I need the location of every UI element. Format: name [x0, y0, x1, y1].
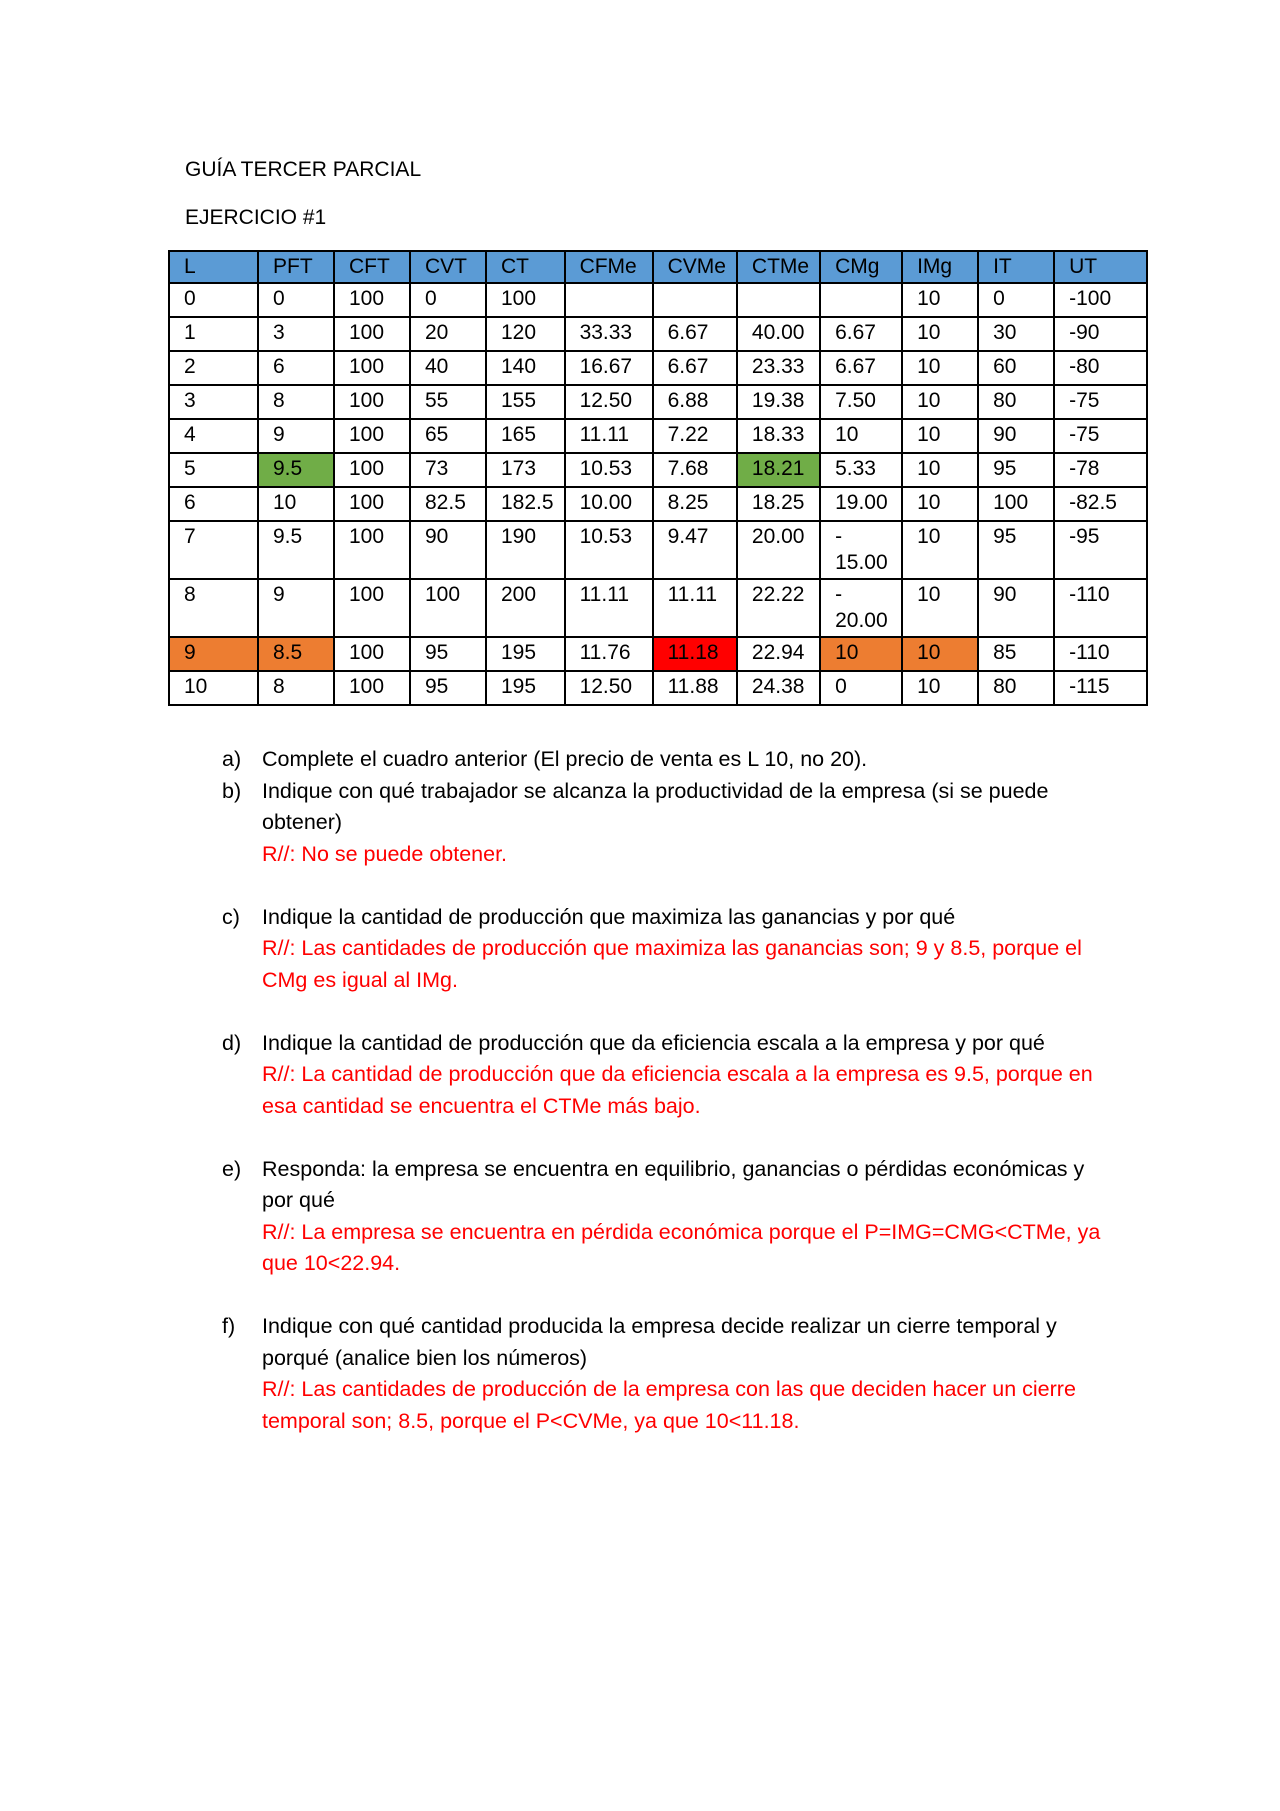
- cell-img: 10: [902, 351, 978, 385]
- cell-cvme: 11.11: [653, 579, 737, 637]
- cell-ct: 195: [486, 671, 565, 705]
- cell-pft: 3: [258, 317, 334, 351]
- cell-cft: 100: [334, 317, 410, 351]
- cell-img: 10: [902, 579, 978, 637]
- cell-pft: 9: [258, 579, 334, 637]
- cell-ct: 155: [486, 385, 565, 419]
- cell-ut: -115: [1054, 671, 1147, 705]
- cell-it: 90: [978, 419, 1054, 453]
- cell-pft: 8.5: [258, 637, 334, 671]
- header-ctme: CTMe: [737, 251, 820, 283]
- cell-ut: -75: [1054, 385, 1147, 419]
- cell-l: 3: [169, 385, 258, 419]
- cell-cvt: 20: [410, 317, 486, 351]
- cell-l: 9: [169, 637, 258, 671]
- cell-cfme: 16.67: [565, 351, 653, 385]
- cell-ctme: 24.38: [737, 671, 820, 705]
- cell-ut: -110: [1054, 579, 1147, 637]
- cell-cvt: 95: [410, 671, 486, 705]
- cell-img: 10: [902, 419, 978, 453]
- cell-img: 10: [902, 385, 978, 419]
- answer-text: R//: Las cantidades de producción de la empresa con las que deciden hacer un cierre temporal son; 8.5, porque el P<CVMe, ya que 10<11.18.: [262, 1377, 1076, 1433]
- cell-cfme: 11.76: [565, 637, 653, 671]
- cell-cvme: 11.18: [653, 637, 737, 671]
- cell-ct: 182.5: [486, 487, 565, 521]
- cell-ct: 190: [486, 521, 565, 579]
- cell-cvt: 90: [410, 521, 486, 579]
- table-row: [169, 351, 1147, 385]
- question-c: [222, 902, 1107, 997]
- cell-cmg: 7.50: [820, 385, 902, 419]
- cell-ut: -110: [1054, 637, 1147, 671]
- cell-it: 95: [978, 521, 1054, 579]
- cell-cfme: 11.11: [565, 579, 653, 637]
- cell-cfme: 12.50: [565, 385, 653, 419]
- cell-cfme: 10.53: [565, 521, 653, 579]
- cell-img: 10: [902, 637, 978, 671]
- header-cmg: CMg: [820, 251, 902, 283]
- cell-img: 10: [902, 317, 978, 351]
- question-letter: a): [222, 747, 242, 771]
- cell-cvme: 6.88: [653, 385, 737, 419]
- cell-ctme: 23.33: [737, 351, 820, 385]
- cell-ct: 200: [486, 579, 565, 637]
- cell-ctme: 18.21: [737, 453, 820, 487]
- cell-ctme: 18.33: [737, 419, 820, 453]
- cell-cft: 100: [334, 637, 410, 671]
- cell-it: 30: [978, 317, 1054, 351]
- cell-ut: -75: [1054, 419, 1147, 453]
- cell-ut: -80: [1054, 351, 1147, 385]
- cell-ut: -95: [1054, 521, 1147, 579]
- cell-cmg: 10: [820, 637, 902, 671]
- table-row: [169, 453, 1147, 487]
- cell-cft: 100: [334, 385, 410, 419]
- question-d: [222, 1028, 1107, 1123]
- cell-it: 60: [978, 351, 1054, 385]
- cell-pft: 10: [258, 487, 334, 521]
- cell-ctme: 22.94: [737, 637, 820, 671]
- cell-pft: 9: [258, 419, 334, 453]
- question-text: Indique la cantidad de producción que maximiza las ganancias y por qué: [262, 904, 956, 929]
- cell-cmg: 10: [820, 419, 902, 453]
- cell-l: 8: [169, 579, 258, 637]
- cell-ct: 195: [486, 637, 565, 671]
- table-body: [169, 283, 1147, 705]
- cell-ctme: 18.25: [737, 487, 820, 521]
- header-cvt: CVT: [410, 251, 486, 283]
- cell-cvt: 0: [410, 283, 486, 317]
- answer-text: R//: Las cantidades de producción que maximiza las ganancias son; 9 y 8.5, porque el CMg es igual al IMg.: [262, 936, 1082, 992]
- header-it: IT: [978, 251, 1054, 283]
- question-letter: d): [222, 1030, 242, 1055]
- header-cfme: CFMe: [565, 251, 653, 283]
- table-row: [169, 637, 1147, 671]
- question-text: Indique la cantidad de producción que da eficiencia escala a la empresa y por qué: [262, 1030, 1045, 1055]
- cell-ctme: 40.00: [737, 317, 820, 351]
- cell-img: 10: [902, 521, 978, 579]
- cell-l: 4: [169, 419, 258, 453]
- cell-ctme: [737, 283, 820, 317]
- cell-it: 100: [978, 487, 1054, 521]
- question-letter: e): [222, 1156, 242, 1181]
- cell-img: 10: [902, 283, 978, 317]
- cell-ut: -82.5: [1054, 487, 1147, 521]
- header-cvme: CVMe: [653, 251, 737, 283]
- cell-ctme: 20.00: [737, 521, 820, 579]
- cell-l: 6: [169, 487, 258, 521]
- cell-cfme: 10.53: [565, 453, 653, 487]
- cell-cfme: 11.11: [565, 419, 653, 453]
- cell-pft: 6: [258, 351, 334, 385]
- cell-l: 0: [169, 283, 258, 317]
- cell-it: 95: [978, 453, 1054, 487]
- cell-ct: 100: [486, 283, 565, 317]
- question-b: [222, 776, 1107, 871]
- cell-cmg: - 15.00: [820, 521, 902, 579]
- question-letter: f): [222, 1314, 236, 1338]
- answer-text: R//: No se puede obtener.: [262, 841, 508, 866]
- cell-pft: 0: [258, 283, 334, 317]
- cell-l: 10: [169, 671, 258, 705]
- table-row: [169, 283, 1147, 317]
- cell-cvme: 7.22: [653, 419, 737, 453]
- cell-cfme: 33.33: [565, 317, 653, 351]
- cell-ct: 120: [486, 317, 565, 351]
- cell-cmg: - 20.00: [820, 579, 902, 637]
- question-text: Complete el cuadro anterior (El precio de venta es L 10, no 20).: [262, 747, 868, 771]
- header-l: L: [169, 251, 258, 283]
- cell-cmg: [820, 283, 902, 317]
- table-row: [169, 419, 1147, 453]
- cell-pft: 9.5: [258, 453, 334, 487]
- table-row: [169, 317, 1147, 351]
- table-row: [169, 579, 1147, 637]
- cell-pft: 9.5: [258, 521, 334, 579]
- cell-ut: -90: [1054, 317, 1147, 351]
- cell-cvt: 100: [410, 579, 486, 637]
- question-letter: b): [222, 778, 242, 803]
- cell-l: 1: [169, 317, 258, 351]
- cell-ut: -100: [1054, 283, 1147, 317]
- cell-cvt: 73: [410, 453, 486, 487]
- cell-pft: 8: [258, 385, 334, 419]
- cell-ct: 173: [486, 453, 565, 487]
- cell-cft: 100: [334, 579, 410, 637]
- cell-cvme: 6.67: [653, 317, 737, 351]
- exercise-title: EJERCICIO #1: [185, 206, 327, 229]
- cell-cmg: 19.00: [820, 487, 902, 521]
- cell-ut: -78: [1054, 453, 1147, 487]
- cell-cft: 100: [334, 453, 410, 487]
- cell-cvme: 11.88: [653, 671, 737, 705]
- question-list: [222, 744, 1107, 1469]
- cell-cvt: 65: [410, 419, 486, 453]
- cell-cft: 100: [334, 671, 410, 705]
- table-row: [169, 521, 1147, 579]
- cell-cfme: 12.50: [565, 671, 653, 705]
- answer-text: R//: La empresa se encuentra en pérdida económica porque el P=IMG=CMG<CTMe, ya que 10<22.94.: [262, 1219, 1101, 1275]
- cell-it: 80: [978, 385, 1054, 419]
- cell-img: 10: [902, 671, 978, 705]
- cell-cft: 100: [334, 283, 410, 317]
- cell-ctme: 22.22: [737, 579, 820, 637]
- cell-cvt: 55: [410, 385, 486, 419]
- cell-cmg: 5.33: [820, 453, 902, 487]
- cell-pft: 8: [258, 671, 334, 705]
- question-text: Indique con qué cantidad producida la empresa decide realizar un cierre temporal y porqué (analice bien los números): [262, 1314, 1057, 1370]
- cell-ct: 165: [486, 419, 565, 453]
- question-letter: c): [222, 904, 240, 929]
- question-a: [222, 744, 1107, 776]
- cell-cvme: 6.67: [653, 351, 737, 385]
- cell-cvt: 82.5: [410, 487, 486, 521]
- cell-cft: 100: [334, 487, 410, 521]
- cell-l: 7: [169, 521, 258, 579]
- cell-cvme: [653, 283, 737, 317]
- cell-cmg: 6.67: [820, 317, 902, 351]
- table-row: [169, 671, 1147, 705]
- cell-cft: 100: [334, 521, 410, 579]
- cell-l: 2: [169, 351, 258, 385]
- cell-img: 10: [902, 453, 978, 487]
- table-row: [169, 487, 1147, 521]
- document-title: GUÍA TERCER PARCIAL: [185, 158, 422, 181]
- table-header-row: [169, 251, 1147, 283]
- answer-text: R//: La cantidad de producción que da eficiencia escala a la empresa es 9.5, porque en esa cantidad se encuentra el CTMe más bajo.: [262, 1062, 1093, 1118]
- cell-cft: 100: [334, 351, 410, 385]
- cell-it: 0: [978, 283, 1054, 317]
- question-e: [222, 1154, 1107, 1280]
- cell-cvme: 9.47: [653, 521, 737, 579]
- header-cft: CFT: [334, 251, 410, 283]
- cell-cmg: 6.67: [820, 351, 902, 385]
- question-f: [222, 1311, 1107, 1437]
- cell-cvt: 95: [410, 637, 486, 671]
- cell-cvme: 7.68: [653, 453, 737, 487]
- cell-ctme: 19.38: [737, 385, 820, 419]
- cell-img: 10: [902, 487, 978, 521]
- question-text: Indique con qué trabajador se alcanza la productividad de la empresa (si se puede obtener): [262, 778, 1049, 834]
- cell-l: 5: [169, 453, 258, 487]
- cell-cft: 100: [334, 419, 410, 453]
- cell-cfme: 10.00: [565, 487, 653, 521]
- cell-cfme: [565, 283, 653, 317]
- cell-it: 90: [978, 579, 1054, 637]
- cell-cvt: 40: [410, 351, 486, 385]
- cell-cvme: 8.25: [653, 487, 737, 521]
- question-text: Responda: la empresa se encuentra en equilibrio, ganancias o pérdidas económicas y por qué: [262, 1156, 1085, 1212]
- header-pft: PFT: [258, 251, 334, 283]
- cost-table: [168, 250, 1148, 706]
- cell-ct: 140: [486, 351, 565, 385]
- cell-cmg: 0: [820, 671, 902, 705]
- header-ut: UT: [1054, 251, 1147, 283]
- header-ct: CT: [486, 251, 565, 283]
- cell-it: 80: [978, 671, 1054, 705]
- cell-it: 85: [978, 637, 1054, 671]
- header-img: IMg: [902, 251, 978, 283]
- table-row: [169, 385, 1147, 419]
